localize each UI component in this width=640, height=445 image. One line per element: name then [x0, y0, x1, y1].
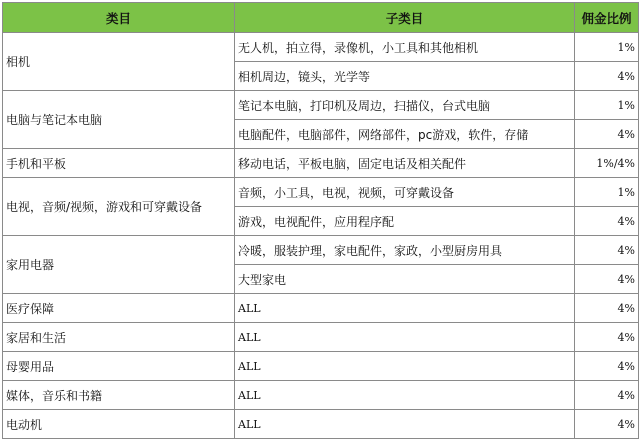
commission-table [2, 2, 639, 439]
rate-cell[interactable]: 1%/4% [575, 149, 639, 178]
subcategory-cell[interactable]: ALL [235, 410, 575, 439]
rate-cell[interactable]: 1% [575, 178, 639, 207]
category-cell[interactable]: 电视，音频/视频，游戏和可穿戴设备 [3, 178, 235, 236]
category-cell[interactable]: 手机和平板 [3, 149, 235, 178]
rate-cell[interactable]: 4% [575, 207, 639, 236]
table-row [3, 149, 639, 178]
table-row [3, 352, 639, 381]
rate-cell[interactable]: 4% [575, 381, 639, 410]
header-commission[interactable]: 佣金比例 [575, 3, 639, 33]
subcategory-cell[interactable]: 冷暖，服装护理，家电配件，家政，小型厨房用具 [235, 236, 575, 265]
table-row [3, 294, 639, 323]
subcategory-cell[interactable]: 音频，小工具，电视，视频，可穿戴设备 [235, 178, 575, 207]
subcategory-cell[interactable]: ALL [235, 294, 575, 323]
subcategory-cell[interactable]: 电脑配件，电脑部件，网络部件，pc游戏，软件，存储 [235, 120, 575, 149]
subcategory-cell[interactable]: 游戏，电视配件，应用程序配 [235, 207, 575, 236]
rate-cell[interactable]: 4% [575, 236, 639, 265]
category-cell[interactable]: 电脑与笔记本电脑 [3, 91, 235, 149]
category-cell[interactable]: 家用电器 [3, 236, 235, 294]
rate-cell[interactable]: 1% [575, 33, 639, 62]
subcategory-cell[interactable]: 笔记本电脑，打印机及周边，扫描仪，台式电脑 [235, 91, 575, 120]
subcategory-cell[interactable]: 移动电话，平板电脑，固定电话及相关配件 [235, 149, 575, 178]
rate-cell[interactable]: 4% [575, 265, 639, 294]
category-cell[interactable]: 媒体，音乐和书籍 [3, 381, 235, 410]
rate-cell[interactable]: 4% [575, 410, 639, 439]
rate-cell[interactable]: 4% [575, 120, 639, 149]
rate-cell[interactable]: 4% [575, 62, 639, 91]
table-row [3, 178, 639, 207]
rate-cell[interactable]: 4% [575, 294, 639, 323]
category-cell[interactable]: 电动机 [3, 410, 235, 439]
table-row [3, 323, 639, 352]
subcategory-cell[interactable]: ALL [235, 381, 575, 410]
subcategory-cell[interactable]: 大型家电 [235, 265, 575, 294]
category-cell[interactable]: 相机 [3, 33, 235, 91]
table-row [3, 236, 639, 265]
subcategory-cell[interactable]: ALL [235, 352, 575, 381]
table-row [3, 91, 639, 120]
category-cell[interactable]: 医疗保障 [3, 294, 235, 323]
table-row [3, 410, 639, 439]
table-row [3, 381, 639, 410]
subcategory-cell[interactable]: 无人机，拍立得，录像机，小工具和其他相机 [235, 33, 575, 62]
category-cell[interactable]: 家居和生活 [3, 323, 235, 352]
table-row [3, 33, 639, 62]
rate-cell[interactable]: 4% [575, 323, 639, 352]
subcategory-cell[interactable]: 相机周边，镜头，光学等 [235, 62, 575, 91]
rate-cell[interactable]: 4% [575, 352, 639, 381]
rate-cell[interactable]: 1% [575, 91, 639, 120]
header-row [3, 3, 639, 33]
category-cell[interactable]: 母婴用品 [3, 352, 235, 381]
header-subcategory[interactable]: 子类目 [235, 3, 575, 33]
subcategory-cell[interactable]: ALL [235, 323, 575, 352]
header-category[interactable]: 类目 [3, 3, 235, 33]
